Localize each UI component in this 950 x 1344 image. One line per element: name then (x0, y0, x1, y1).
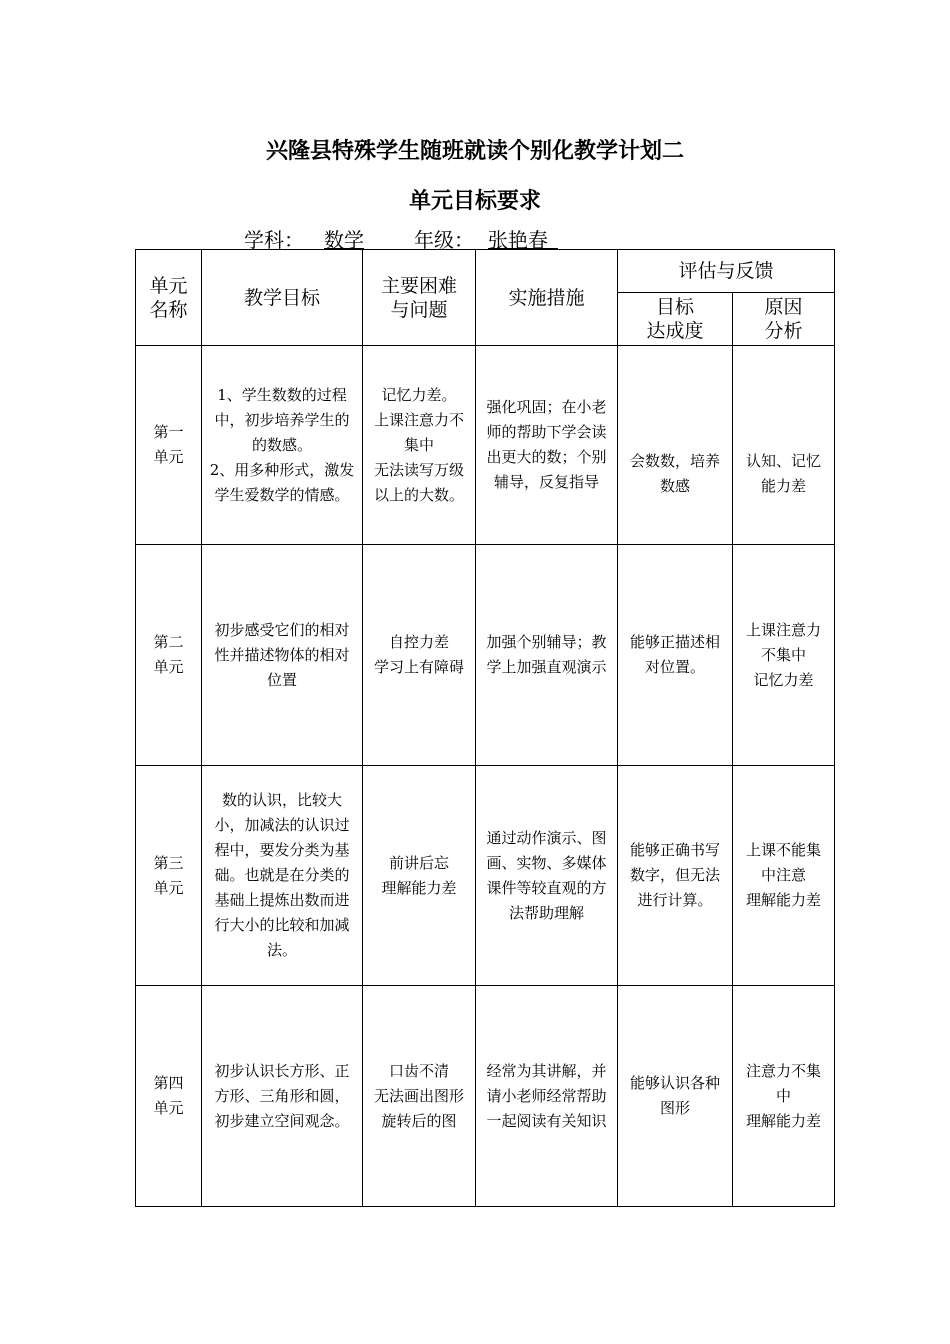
difficulty-cell: 记忆力差。 上课注意力不集中 无法读写万级以上的大数。 (363, 346, 476, 545)
measures-cell: 加强个别辅导；教学上加强直观演示 (476, 545, 618, 766)
table-row (136, 766, 835, 986)
reason-cell: 认知、记忆能力差 (733, 346, 835, 545)
document-subtitle: 单元目标要求 (408, 189, 541, 214)
achievement-cell: 会数数，培养数感 (618, 346, 733, 545)
unit-name-cell: 第三 单元 (136, 766, 202, 986)
header-difficulty: 主要困难 与问题 (363, 250, 476, 346)
measures-cell: 通过动作演示、图画、实物、多媒体课件等较直观的方法帮助理解 (476, 766, 618, 986)
difficulty-cell: 口齿不清 无法画出图形旋转后的图 (363, 986, 476, 1207)
header-achievement: 目标 达成度 (618, 293, 733, 346)
achievement-cell: 能够正描述相对位置。 (618, 545, 733, 766)
header-reason: 原因 分析 (733, 293, 835, 346)
reason-cell: 注意力不集中 理解能力差 (733, 986, 835, 1207)
difficulty-cell: 前讲后忘 理解能力差 (363, 766, 476, 986)
goal-cell: 数的认识，比较大小，加减法的认识过程中，要发分类为基础。也就是在分类的基础上提炼出数而进行大小的比较和加减法。 (202, 766, 363, 986)
goal-cell: 初步认识长方形、正方形、三角形和圆，初步建立空间观念。 (202, 986, 363, 1207)
unit-goals-table (135, 249, 835, 1207)
reason-cell: 上课不能集中注意 理解能力差 (733, 766, 835, 986)
goal-cell: 初步感受它们的相对性并描述物体的相对位置 (202, 545, 363, 766)
reason-cell: 上课注意力不集中 记忆力差 (733, 545, 835, 766)
table-row (136, 545, 835, 766)
measures-cell: 经常为其讲解，并请小老师经常帮助一起阅读有关知识 (476, 986, 618, 1207)
grade-value: 张艳春 (488, 228, 548, 252)
grade-label: 年级： (414, 228, 474, 252)
subject-value: 数学 (324, 228, 364, 252)
header-measures: 实施措施 (476, 250, 618, 346)
header-unit-name: 单元 名称 (136, 250, 202, 346)
unit-name-cell: 第四 单元 (136, 986, 202, 1207)
difficulty-cell: 自控力差 学习上有障碍 (363, 545, 476, 766)
header-evaluation: 评估与反馈 (618, 250, 835, 293)
table-row (136, 346, 835, 545)
header-teaching-goal: 教学目标 (202, 250, 363, 346)
unit-name-cell: 第二 单元 (136, 545, 202, 766)
achievement-cell: 能够认识各种图形 (618, 986, 733, 1207)
unit-name-cell: 第一 单元 (136, 346, 202, 545)
measures-cell: 强化巩固；在小老师的帮助下学会读出更大的数；个别辅导，反复指导 (476, 346, 618, 545)
subject-label: 学科： (244, 228, 304, 252)
goal-cell: 1、学生数数的过程中，初步培养学生的的数感。 2、用多种形式，激发学生爱数学的情感。 (202, 346, 363, 545)
document-title: 兴隆县特殊学生随班就读个别化教学计划二 (265, 139, 684, 164)
achievement-cell: 能够正确书写数字，但无法进行计算。 (618, 766, 733, 986)
table-row (136, 986, 835, 1207)
